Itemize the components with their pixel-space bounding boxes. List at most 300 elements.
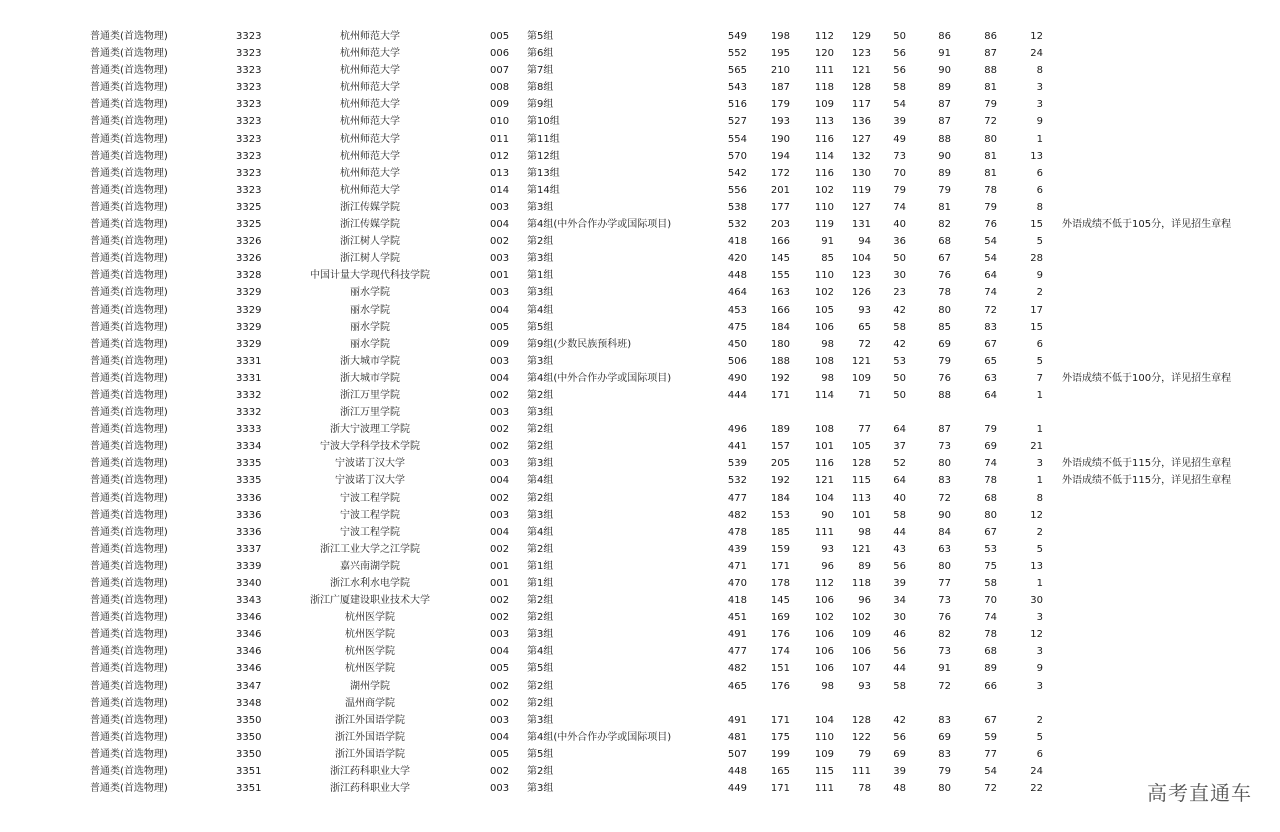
score-cell: 491 — [727, 629, 747, 641]
school-code-cell: 3350 — [236, 714, 262, 726]
group-name-cell: 第3组 — [527, 783, 554, 795]
note-cell: 外语成绩不低于115分，详见招生章程 — [1062, 475, 1232, 487]
group-name-cell: 第3组 — [527, 355, 554, 367]
school-name-cell: 浙江传媒学院 — [340, 201, 400, 213]
count-cell: 3 — [1036, 82, 1043, 94]
score-cell: 114 — [814, 389, 834, 401]
group-name-cell: 第7组 — [527, 65, 554, 77]
score-cell: 64 — [984, 389, 997, 401]
group-code-cell: 003 — [490, 355, 510, 367]
count-cell: 12 — [1030, 31, 1043, 42]
score-cell: 118 — [814, 82, 834, 94]
score-cell: 115 — [851, 475, 871, 487]
school-name-cell: 浙江外国语学院 — [335, 731, 405, 743]
school-name-cell: 浙江工业大学之江学院 — [320, 543, 420, 555]
score-cell: 118 — [851, 578, 871, 589]
table-row — [0, 284, 1280, 301]
score-cell: 83 — [984, 321, 997, 333]
score-cell: 165 — [770, 766, 790, 778]
group-code-cell: 014 — [490, 184, 510, 196]
score-cell: 482 — [727, 509, 747, 521]
score-cell: 117 — [851, 99, 871, 111]
score-cell: 112 — [814, 31, 834, 42]
score-cell: 72 — [984, 304, 997, 316]
score-cell: 56 — [893, 48, 906, 60]
school-code-cell: 3335 — [236, 475, 262, 487]
score-cell: 449 — [727, 783, 747, 795]
category-cell: 普通类(首选物理) — [90, 612, 168, 624]
score-cell: 465 — [727, 680, 747, 692]
score-cell: 71 — [858, 389, 871, 401]
score-cell: 50 — [893, 253, 906, 265]
score-cell: 90 — [821, 509, 834, 521]
score-cell: 129 — [851, 31, 871, 42]
school-name-cell: 宁波工程学院 — [340, 492, 400, 504]
category-cell: 普通类(首选物理) — [90, 184, 168, 196]
group-name-cell: 第6组 — [527, 48, 554, 60]
score-cell: 53 — [984, 543, 997, 555]
school-name-cell: 宁波诺丁汉大学 — [335, 458, 405, 470]
school-name-cell: 浙江药科职业大学 — [330, 783, 410, 795]
table-row — [0, 370, 1280, 387]
score-cell: 163 — [770, 287, 790, 299]
school-name-cell: 浙江广厦建设职业技术大学 — [310, 595, 430, 607]
score-cell: 109 — [851, 372, 871, 384]
school-code-cell: 3328 — [236, 270, 262, 282]
table-row — [0, 216, 1280, 233]
count-cell: 6 — [1036, 184, 1043, 196]
table-row — [0, 507, 1280, 524]
score-cell: 52 — [893, 458, 906, 470]
school-code-cell: 3323 — [236, 65, 262, 77]
score-cell: 58 — [893, 509, 906, 521]
score-cell: 40 — [893, 492, 906, 504]
score-cell: 109 — [814, 748, 834, 760]
group-name-cell: 第3组 — [527, 714, 554, 726]
table-row — [0, 438, 1280, 455]
table-row — [0, 660, 1280, 677]
group-code-cell: 002 — [490, 766, 510, 778]
score-cell: 76 — [984, 219, 997, 231]
count-cell: 13 — [1030, 560, 1043, 572]
group-name-cell: 第12组 — [527, 150, 560, 162]
score-cell: 418 — [727, 595, 747, 607]
score-cell: 77 — [938, 578, 951, 589]
count-cell: 1 — [1036, 475, 1043, 487]
table-row — [0, 609, 1280, 626]
category-cell: 普通类(首选物理) — [90, 201, 168, 213]
group-code-cell: 009 — [490, 338, 510, 350]
school-name-cell: 宁波大学科学技术学院 — [320, 441, 420, 453]
score-cell: 111 — [814, 783, 834, 795]
score-cell: 111 — [851, 766, 871, 778]
score-cell: 72 — [984, 116, 997, 128]
group-name-cell: 第3组 — [527, 287, 554, 299]
table-row — [0, 131, 1280, 148]
score-cell: 506 — [727, 355, 747, 367]
group-code-cell: 005 — [490, 31, 510, 42]
group-name-cell: 第1组 — [527, 560, 554, 572]
score-cell: 105 — [814, 304, 834, 316]
score-cell: 554 — [727, 133, 747, 145]
score-cell: 87 — [938, 424, 951, 436]
score-cell: 88 — [984, 65, 997, 77]
school-name-cell: 杭州师范大学 — [340, 48, 400, 60]
group-name-cell: 第2组 — [527, 543, 554, 555]
category-cell: 普通类(首选物理) — [90, 372, 168, 384]
score-cell: 169 — [770, 612, 790, 624]
group-name-cell: 第10组 — [527, 116, 560, 128]
score-cell: 54 — [984, 253, 997, 265]
score-cell: 81 — [938, 201, 951, 213]
school-name-cell: 浙江传媒学院 — [340, 219, 400, 231]
table-row — [0, 592, 1280, 609]
table-row — [0, 575, 1280, 592]
category-cell: 普通类(首选物理) — [90, 389, 168, 401]
score-cell: 48 — [893, 783, 906, 795]
score-cell: 42 — [893, 338, 906, 350]
group-code-cell: 011 — [490, 133, 510, 145]
score-cell: 477 — [727, 492, 747, 504]
school-name-cell: 杭州师范大学 — [340, 65, 400, 77]
category-cell: 普通类(首选物理) — [90, 48, 168, 60]
score-cell: 53 — [893, 355, 906, 367]
score-cell: 79 — [938, 355, 951, 367]
group-name-cell: 第2组 — [527, 389, 554, 401]
school-name-cell: 杭州医学院 — [345, 612, 395, 624]
score-cell: 101 — [851, 509, 871, 521]
category-cell: 普通类(首选物理) — [90, 509, 168, 521]
score-cell: 113 — [851, 492, 871, 504]
category-cell: 普通类(首选物理) — [90, 407, 168, 419]
score-cell: 171 — [770, 389, 790, 401]
school-code-cell: 3323 — [236, 133, 262, 145]
school-name-cell: 杭州师范大学 — [340, 31, 400, 42]
group-name-cell: 第14组 — [527, 184, 560, 196]
school-name-cell: 杭州师范大学 — [340, 133, 400, 145]
score-cell: 83 — [938, 714, 951, 726]
score-cell: 67 — [984, 714, 997, 726]
score-cell: 192 — [770, 372, 790, 384]
group-name-cell: 第4组 — [527, 526, 554, 538]
score-cell: 112 — [814, 578, 834, 589]
score-cell: 159 — [770, 543, 790, 555]
score-cell: 79 — [858, 748, 871, 760]
score-cell: 116 — [814, 458, 834, 470]
score-cell: 30 — [893, 612, 906, 624]
school-name-cell: 浙江树人学院 — [340, 253, 400, 265]
group-code-cell: 012 — [490, 150, 510, 162]
school-name-cell: 宁波工程学院 — [340, 509, 400, 521]
count-cell: 1 — [1036, 133, 1043, 145]
score-cell: 70 — [984, 595, 997, 607]
score-cell: 86 — [984, 31, 997, 42]
score-cell: 114 — [814, 150, 834, 162]
school-code-cell: 3333 — [236, 424, 262, 436]
count-cell: 9 — [1036, 116, 1043, 128]
table-row — [0, 113, 1280, 130]
category-cell: 普通类(首选物理) — [90, 680, 168, 692]
score-cell: 101 — [814, 441, 834, 453]
group-name-cell: 第4组 — [527, 475, 554, 487]
school-code-cell: 3323 — [236, 48, 262, 60]
score-cell: 192 — [770, 475, 790, 487]
score-cell: 63 — [984, 372, 997, 384]
score-cell: 59 — [984, 731, 997, 743]
score-cell: 93 — [821, 543, 834, 555]
school-code-cell: 3346 — [236, 612, 262, 624]
group-name-cell: 第4组 — [527, 304, 554, 316]
count-cell: 1 — [1036, 578, 1043, 589]
category-cell: 普通类(首选物理) — [90, 646, 168, 658]
score-cell: 179 — [770, 99, 790, 111]
school-code-cell: 3323 — [236, 167, 262, 179]
score-cell: 93 — [858, 680, 871, 692]
category-cell: 普通类(首选物理) — [90, 492, 168, 504]
score-cell: 418 — [727, 236, 747, 248]
score-cell: 542 — [727, 167, 747, 179]
score-cell: 176 — [770, 680, 790, 692]
score-cell: 79 — [984, 424, 997, 436]
score-cell: 94 — [858, 236, 871, 248]
score-cell: 121 — [814, 475, 834, 487]
score-cell: 67 — [938, 253, 951, 265]
score-cell: 80 — [938, 304, 951, 316]
score-cell: 79 — [893, 184, 906, 196]
score-cell: 203 — [770, 219, 790, 231]
group-name-cell: 第11组 — [527, 133, 560, 145]
group-name-cell: 第2组 — [527, 766, 554, 778]
score-cell: 184 — [770, 321, 790, 333]
count-cell: 3 — [1036, 646, 1043, 658]
group-code-cell: 010 — [490, 116, 510, 128]
group-name-cell: 第5组 — [527, 321, 554, 333]
count-cell: 5 — [1036, 236, 1043, 248]
score-cell: 151 — [770, 663, 790, 675]
score-cell: 123 — [851, 48, 871, 60]
table-row — [0, 626, 1280, 643]
score-cell: 470 — [727, 578, 747, 589]
score-cell: 82 — [938, 629, 951, 641]
score-cell: 123 — [851, 270, 871, 282]
category-cell: 普通类(首选物理) — [90, 748, 168, 760]
count-cell: 5 — [1036, 731, 1043, 743]
score-cell: 66 — [984, 680, 997, 692]
score-cell: 78 — [984, 475, 997, 487]
group-code-cell: 004 — [490, 219, 510, 231]
category-cell: 普通类(首选物理) — [90, 526, 168, 538]
score-cell: 82 — [938, 219, 951, 231]
score-cell: 115 — [814, 766, 834, 778]
score-cell: 79 — [984, 99, 997, 111]
group-code-cell: 007 — [490, 65, 510, 77]
score-cell: 90 — [938, 509, 951, 521]
score-cell: 107 — [851, 663, 871, 675]
score-cell: 190 — [770, 133, 790, 145]
score-cell: 36 — [893, 236, 906, 248]
school-code-cell: 3326 — [236, 236, 262, 248]
score-cell: 116 — [814, 133, 834, 145]
table-row — [0, 233, 1280, 250]
table-row — [0, 746, 1280, 763]
category-cell: 普通类(首选物理) — [90, 560, 168, 572]
table-row — [0, 250, 1280, 267]
score-cell: 69 — [984, 441, 997, 453]
score-cell: 111 — [814, 526, 834, 538]
score-cell: 78 — [858, 783, 871, 795]
score-cell: 91 — [821, 236, 834, 248]
score-cell: 86 — [938, 31, 951, 42]
score-cell: 96 — [821, 560, 834, 572]
group-code-cell: 003 — [490, 629, 510, 641]
score-cell: 490 — [727, 372, 747, 384]
school-name-cell: 杭州师范大学 — [340, 82, 400, 94]
score-cell: 91 — [938, 663, 951, 675]
watermark-text: 高考直通车 — [1147, 781, 1252, 805]
school-name-cell: 丽水学院 — [350, 287, 390, 299]
count-cell: 21 — [1030, 441, 1043, 453]
score-cell: 136 — [851, 116, 871, 128]
score-cell: 205 — [770, 458, 790, 470]
category-cell: 普通类(首选物理) — [90, 663, 168, 675]
score-cell: 481 — [727, 731, 747, 743]
table-row — [0, 472, 1280, 489]
school-code-cell: 3323 — [236, 82, 262, 94]
table-row — [0, 558, 1280, 575]
score-cell: 78 — [984, 629, 997, 641]
table-row — [0, 678, 1280, 695]
score-cell: 171 — [770, 560, 790, 572]
table-row — [0, 336, 1280, 353]
score-cell: 67 — [984, 526, 997, 538]
group-code-cell: 002 — [490, 441, 510, 453]
score-cell: 67 — [984, 338, 997, 350]
group-code-cell: 003 — [490, 458, 510, 470]
score-cell: 552 — [727, 48, 747, 60]
school-code-cell: 3329 — [236, 338, 262, 350]
category-cell: 普通类(首选物理) — [90, 167, 168, 179]
score-cell: 121 — [851, 65, 871, 77]
group-name-cell: 第1组 — [527, 270, 554, 282]
table-row — [0, 780, 1280, 797]
group-name-cell: 第3组 — [527, 629, 554, 641]
table-row — [0, 455, 1280, 472]
score-cell: 174 — [770, 646, 790, 658]
school-name-cell: 中国计量大学现代科技学院 — [310, 270, 430, 282]
group-name-cell: 第3组 — [527, 509, 554, 521]
table-row — [0, 165, 1280, 182]
score-cell: 105 — [851, 441, 871, 453]
score-cell: 176 — [770, 629, 790, 641]
group-name-cell: 第5组 — [527, 748, 554, 760]
group-code-cell: 001 — [490, 270, 510, 282]
group-code-cell: 003 — [490, 201, 510, 213]
category-cell: 普通类(首选物理) — [90, 321, 168, 333]
school-code-cell: 3351 — [236, 766, 262, 778]
score-cell: 56 — [893, 560, 906, 572]
score-cell: 106 — [814, 629, 834, 641]
school-name-cell: 杭州师范大学 — [340, 167, 400, 179]
score-cell: 131 — [851, 219, 871, 231]
category-cell: 普通类(首选物理) — [90, 270, 168, 282]
group-name-cell: 第13组 — [527, 167, 560, 179]
score-cell: 81 — [984, 167, 997, 179]
score-cell: 80 — [984, 509, 997, 521]
school-code-cell: 3340 — [236, 578, 262, 589]
school-code-cell: 3350 — [236, 731, 262, 743]
group-code-cell: 004 — [490, 731, 510, 743]
score-cell: 75 — [984, 560, 997, 572]
score-cell: 102 — [851, 612, 871, 624]
score-cell: 119 — [814, 219, 834, 231]
score-cell: 78 — [984, 184, 997, 196]
table-row — [0, 712, 1280, 729]
score-cell: 76 — [938, 612, 951, 624]
score-cell: 439 — [727, 543, 747, 555]
category-cell: 普通类(首选物理) — [90, 543, 168, 555]
score-cell: 128 — [851, 82, 871, 94]
category-cell: 普通类(首选物理) — [90, 338, 168, 350]
school-code-cell: 3323 — [236, 116, 262, 128]
score-cell: 102 — [814, 287, 834, 299]
table-row — [0, 148, 1280, 165]
group-code-cell: 001 — [490, 560, 510, 572]
score-cell: 108 — [814, 424, 834, 436]
school-code-cell: 3335 — [236, 458, 262, 470]
count-cell: 15 — [1030, 219, 1043, 231]
group-code-cell: 002 — [490, 612, 510, 624]
score-cell: 88 — [938, 133, 951, 145]
group-name-cell: 第2组 — [527, 697, 554, 709]
category-cell: 普通类(首选物理) — [90, 31, 168, 42]
score-cell: 91 — [938, 48, 951, 60]
count-cell: 8 — [1036, 201, 1043, 213]
count-cell: 13 — [1030, 150, 1043, 162]
score-cell: 39 — [893, 578, 906, 589]
score-cell: 65 — [984, 355, 997, 367]
table-row — [0, 353, 1280, 370]
score-cell: 556 — [727, 184, 747, 196]
count-cell: 3 — [1036, 458, 1043, 470]
table-row — [0, 182, 1280, 199]
score-cell: 110 — [814, 270, 834, 282]
score-cell: 180 — [770, 338, 790, 350]
score-cell: 127 — [851, 133, 871, 145]
count-cell: 17 — [1030, 304, 1043, 316]
group-name-cell: 第2组 — [527, 492, 554, 504]
score-cell: 58 — [893, 82, 906, 94]
score-cell: 84 — [938, 526, 951, 538]
score-cell: 63 — [938, 543, 951, 555]
score-cell: 89 — [938, 167, 951, 179]
score-cell: 74 — [984, 612, 997, 624]
category-cell: 普通类(首选物理) — [90, 441, 168, 453]
school-code-cell: 3347 — [236, 680, 262, 692]
score-cell: 39 — [893, 766, 906, 778]
category-cell: 普通类(首选物理) — [90, 475, 168, 487]
group-code-cell: 003 — [490, 783, 510, 795]
score-cell: 444 — [727, 389, 747, 401]
score-cell: 451 — [727, 612, 747, 624]
score-cell: 37 — [893, 441, 906, 453]
score-cell: 74 — [893, 201, 906, 213]
table-row — [0, 319, 1280, 336]
score-cell: 72 — [938, 492, 951, 504]
table-row — [0, 524, 1280, 541]
school-code-cell: 3323 — [236, 184, 262, 196]
school-code-cell: 3336 — [236, 526, 262, 538]
count-cell: 5 — [1036, 355, 1043, 367]
